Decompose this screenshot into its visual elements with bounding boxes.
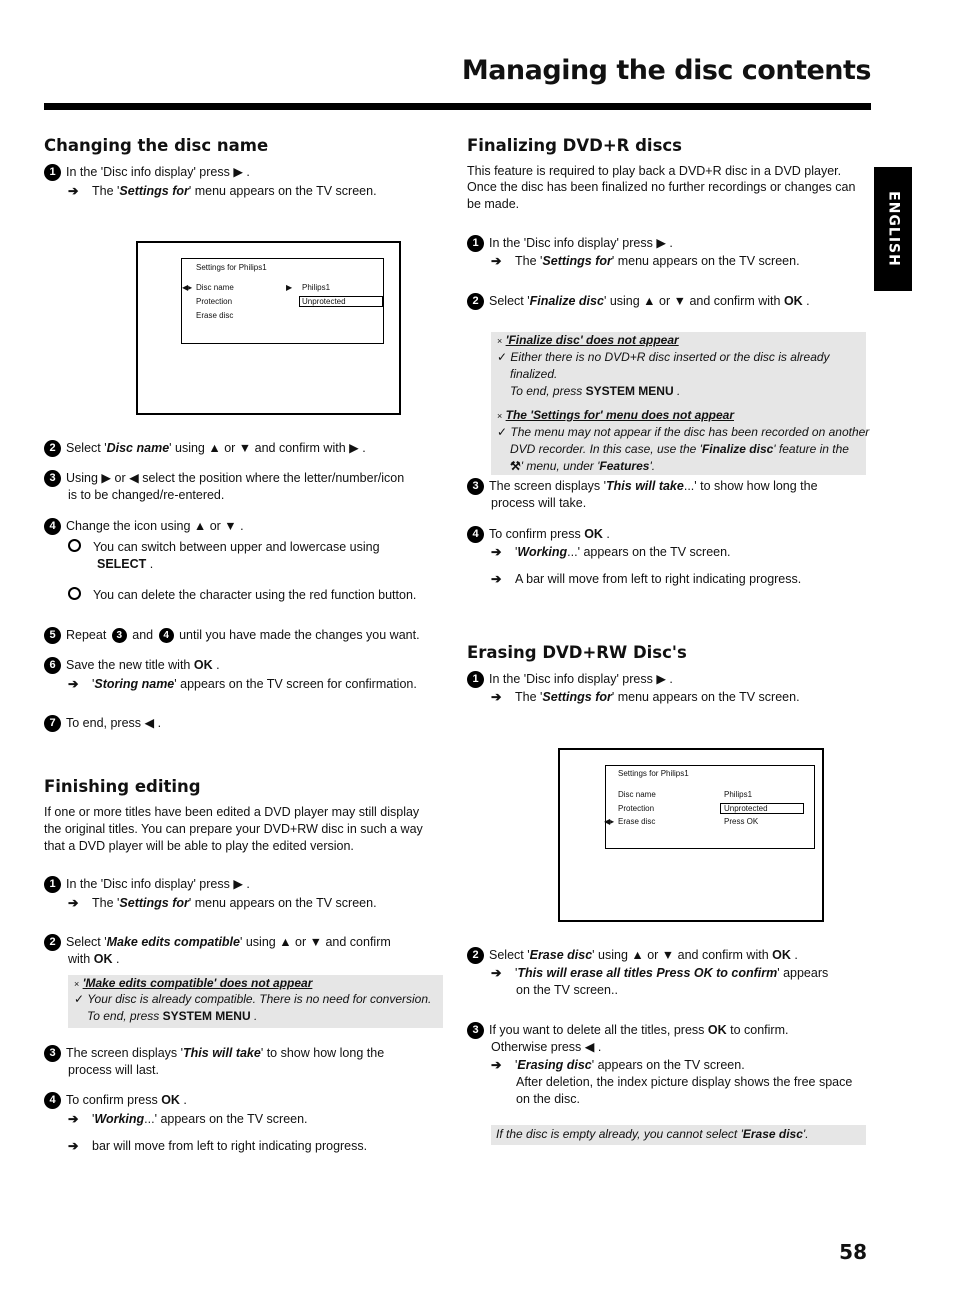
step-7: 7 To end, press ◀ .	[44, 715, 161, 732]
step-3-cont: process will take.	[491, 496, 587, 510]
step-4: 4 Change the icon using ▲ or ▼ .	[44, 518, 244, 535]
step-4-result: ➔ 'Working...' appears on the TV screen.	[68, 1112, 308, 1126]
step-6-result: ➔ 'Storing name' appears on the TV screen for confirmation.	[68, 677, 417, 691]
step-3-cont: process will last.	[68, 1063, 159, 1077]
step-3: 3 The screen displays 'This will take' to show how long the	[44, 1045, 384, 1062]
step-2-result-cont: on the TV screen..	[516, 983, 618, 997]
page-number: 58	[839, 1240, 867, 1264]
step-1-result: ➔ The 'Settings for' menu appears on the TV screen.	[491, 690, 800, 704]
note-make-edits: × 'Make edits compatible' does not appear ✓ Your disc is already compatible. There is no need for conversion. To end, press SYSTEM MENU .	[68, 975, 443, 1028]
intro-line-3: that a DVD player will be able to play the edited version.	[44, 839, 354, 853]
step-2-result: ➔ 'This will erase all titles Press OK to confirm' appears	[491, 966, 829, 980]
note-finalize: × 'Finalize disc' does not appear ✓ Either there is no DVD+R disc inserted or the disc is already finalized. To end, press SYSTEM MENU . × The 'Settings for' menu does not appear ✓ The menu may not appear if the disc has been recorded on another DVD recorder. In this case, use the 'Finalize disc' feature in the ⚒' menu, under 'Features'.	[491, 332, 866, 475]
intro-line-2: the original titles. You can prepare your DVD+RW disc in such a way	[44, 822, 423, 836]
heading-finishing-editing: Finishing editing	[44, 777, 201, 796]
step-3-cont: Otherwise press ◀ .	[491, 1040, 602, 1054]
step-4-option-1: You can switch between upper and lowercase using	[68, 539, 380, 556]
step-4-result: ➔ 'Working...' appears on the TV screen.	[491, 545, 731, 559]
step-3-result: ➔ 'Erasing disc' appears on the TV screen.	[491, 1058, 745, 1072]
tools-icon: ⚒	[510, 459, 521, 473]
step-3-result-2: After deletion, the index picture display shows the free space	[516, 1075, 853, 1089]
step-1: 1 In the 'Disc info display' press ▶ .	[44, 876, 250, 893]
header-rule	[44, 103, 871, 110]
step-4: 4 To confirm press OK .	[44, 1092, 187, 1109]
step-1: 1 In the 'Disc info display' press ▶ .	[467, 235, 673, 252]
step-4-option-2: You can delete the character using the red function button.	[68, 587, 416, 604]
step-1: 1 In the 'Disc info display' press ▶ .	[467, 671, 673, 688]
intro-line-1: If one or more titles have been edited a DVD player may still display	[44, 805, 420, 819]
intro-line-3: be made.	[467, 197, 520, 211]
step-2: 2 Select 'Disc name' using ▲ or ▼ and confirm with ▶ .	[44, 440, 366, 457]
language-tab	[874, 167, 912, 291]
step-1-result: ➔ The 'Settings for' menu appears on the TV screen.	[68, 896, 377, 910]
step-2: 2 Select 'Finalize disc' using ▲ or ▼ and confirm with OK .	[467, 293, 810, 310]
step-3: 3 The screen displays 'This will take...' to show how long the	[467, 478, 818, 495]
step-4-option-1-cont: SELECT .	[97, 557, 154, 571]
heading-erasing-dvd: Erasing DVD+RW Disc's	[467, 643, 687, 662]
step-3-result-3: on the disc.	[516, 1092, 580, 1106]
tv-screen-settings: Settings for Philips1 ◀▸ Disc name ▶ Philips1 Protection Unprotected Erase disc	[136, 241, 401, 415]
step-1-result: ➔ The 'Settings for' menu appears on the TV screen.	[68, 184, 377, 198]
heading-changing-disc-name: Changing the disc name	[44, 136, 269, 155]
step-5: 5 Repeat 3 and 4 until you have made the changes you want.	[44, 627, 420, 644]
step-6: 6 Save the new title with OK .	[44, 657, 220, 674]
step-2-cont: with OK .	[68, 952, 120, 966]
intro-line-2: Once the disc has been finalized no further recordings or changes can	[467, 180, 856, 194]
step-4: 4 To confirm press OK .	[467, 526, 610, 543]
heading-finalizing-dvd: Finalizing DVD+R discs	[467, 136, 683, 155]
language-tab-label: ENGLISH	[885, 191, 902, 267]
step-4-result-2: ➔ bar will move from left to right indicating progress.	[68, 1139, 368, 1153]
intro-line-1: This feature is required to play back a DVD+R disc in a DVD player.	[467, 164, 842, 178]
page-title: Managing the disc contents	[461, 55, 871, 86]
note-erase-disc: If the disc is empty already, you cannot select 'Erase disc'.	[491, 1125, 866, 1145]
step-3: 3 Using ▶ or ◀ select the position where the letter/number/icon	[44, 470, 404, 487]
tv-screen-erase: Settings for Philips1 Disc name Philips1 Protection Unprotected ◀▸ Erase disc Press OK	[558, 748, 824, 922]
step-1-result: ➔ The 'Settings for' menu appears on the TV screen.	[491, 254, 800, 268]
step-3-cont: is to be changed/re-entered.	[68, 488, 225, 502]
step-2: 2 Select 'Erase disc' using ▲ or ▼ and confirm with OK .	[467, 947, 798, 964]
step-4-result-2: ➔ A bar will move from left to right indicating progress.	[491, 572, 802, 586]
step-2: 2 Select 'Make edits compatible' using ▲ or ▼ and confirm	[44, 934, 391, 951]
step-3: 3 If you want to delete all the titles, press OK to confirm.	[467, 1022, 788, 1039]
step-1: 1 In the 'Disc info display' press ▶ .	[44, 164, 250, 181]
